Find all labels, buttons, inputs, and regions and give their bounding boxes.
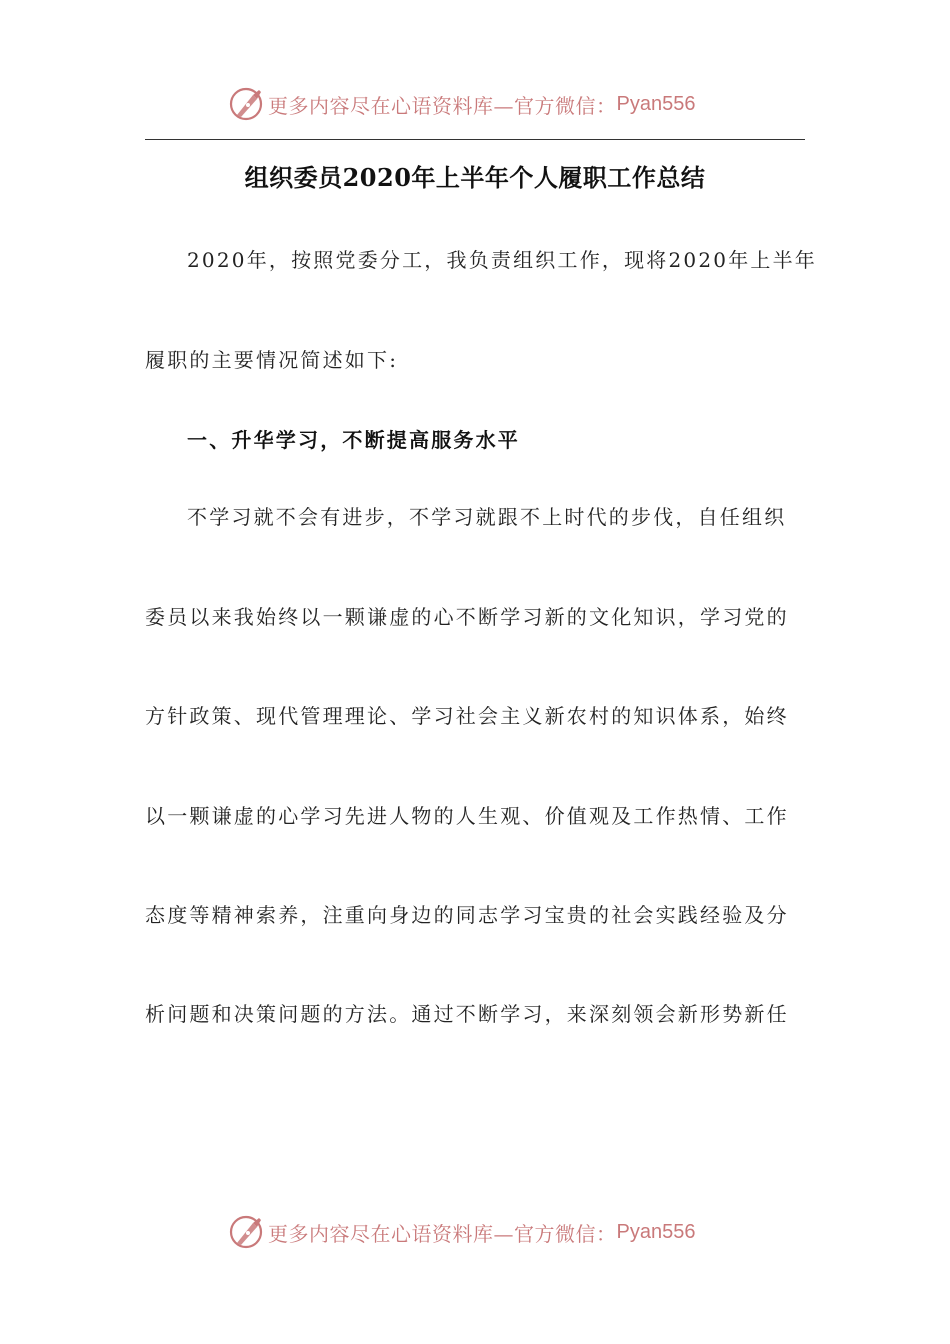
body-line-4: 以一颗谦虚的心学习先进人物的人生观、价值观及工作热情、工作 xyxy=(145,804,789,828)
document-title: 组织委员2020年上半年个人履职工作总结 xyxy=(244,163,706,192)
header-divider xyxy=(145,139,805,140)
intro-line-1: 2020年，按照党委分工，我负责组织工作，现将2020年上半年 xyxy=(187,248,817,272)
footer-banner xyxy=(226,1212,695,1252)
intro-line-2: 履职的主要情况简述如下: xyxy=(145,348,399,372)
wechat-id: Pyan556 xyxy=(616,92,696,115)
pen-nib-logo-icon xyxy=(226,84,266,124)
header-banner xyxy=(226,84,695,124)
body-line-3: 方针政策、现代管理理论、学习社会主义新农村的知识体系，始终 xyxy=(145,704,789,728)
body-line-1: 不学习就不会有进步，不学习就跟不上时代的步伐，自任组织 xyxy=(187,505,787,529)
body-line-2: 委员以来我始终以一颗谦虚的心不断学习新的文化知识，学习党的 xyxy=(145,605,789,629)
body-line-6: 析问题和决策问题的方法。通过不断学习，来深刻领会新形势新任 xyxy=(145,1002,789,1026)
pen-nib-logo-icon xyxy=(226,1212,266,1252)
wechat-id: Pyan556 xyxy=(616,1220,696,1243)
section-heading: 一、升华学习，不断提高服务水平 xyxy=(187,428,520,452)
banner-text: 更多内容尽在心语资料库—官方微信： xyxy=(268,1221,617,1246)
banner-text: 更多内容尽在心语资料库—官方微信： xyxy=(268,93,617,118)
body-line-5: 态度等精神索养，注重向身边的同志学习宝贵的社会实践经验及分 xyxy=(145,903,789,927)
